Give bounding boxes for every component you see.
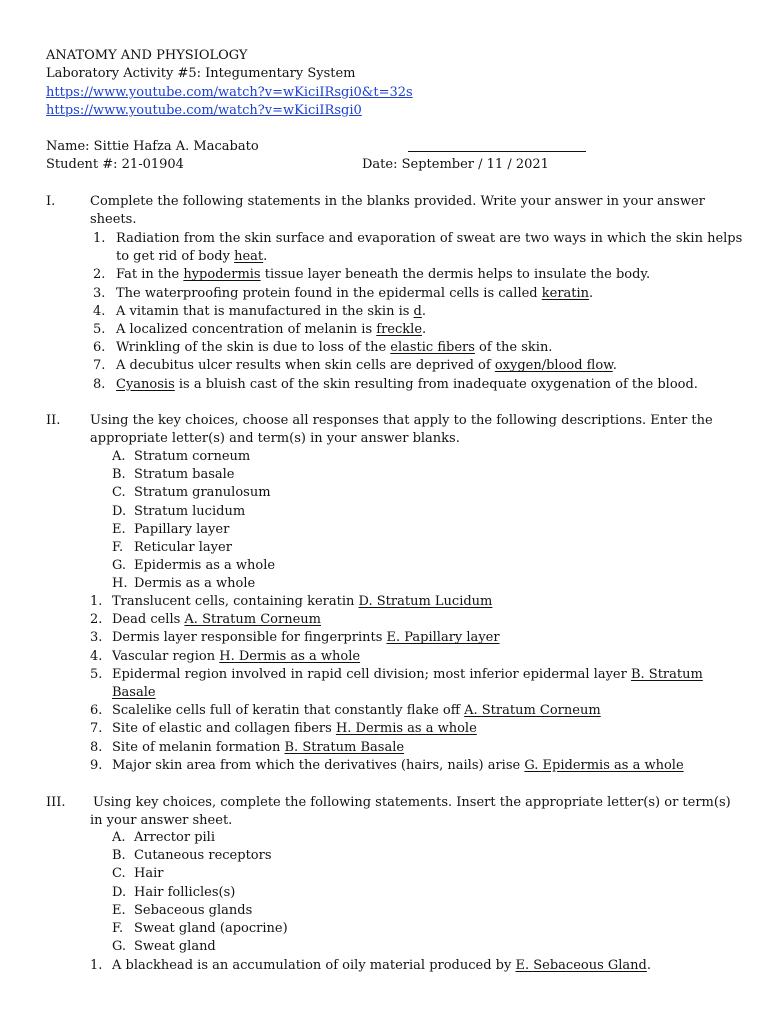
item-text: [116, 321, 426, 339]
choice-letter: A.: [112, 830, 126, 845]
item-prompt: Site of elastic and collagen fibers: [112, 721, 336, 737]
item-answer: elastic fibers: [390, 340, 475, 356]
choice-letter: D.: [112, 503, 127, 519]
item-answer: Cyanosis: [116, 376, 175, 392]
section-3-instruction: Using key choices, complete the following statements. Insert the appropriate letter(s) or term(s): [93, 795, 731, 810]
item-text: [112, 739, 404, 757]
item-answer: oxygen/blood flow: [494, 358, 613, 374]
choice-letter: A.: [112, 449, 126, 464]
section-1-instruction-cont: sheets.: [90, 212, 137, 227]
item-number: 2.: [90, 612, 103, 628]
choice-text: Sweat gland (apocrine): [134, 921, 288, 936]
item-suffix: .: [422, 322, 427, 337]
item-number: 4.: [93, 303, 106, 319]
item-prompt: to get rid of body: [116, 249, 235, 265]
choice-text: Hair: [134, 866, 164, 882]
item-text: [112, 957, 651, 975]
item-prompt: A vitamin that is manufactured in the skin is: [116, 303, 414, 319]
choice-text: Reticular layer: [134, 540, 232, 555]
choice-letter: F.: [112, 540, 124, 555]
item-prompt: Major skin area from which the derivatives (hairs, nails) arise: [112, 757, 525, 773]
item-answer: H. Dermis as a whole: [335, 721, 477, 737]
date: Date: September / 11 / 2021: [362, 157, 549, 172]
student-number: Student #: 21-01904: [46, 157, 184, 172]
choice-letter: F.: [112, 921, 124, 936]
item-suffix: tissue layer beneath the dermis helps to insulate the body.: [260, 267, 651, 283]
item-answer: E. Papillary layer: [386, 630, 500, 646]
choice-letter: H.: [112, 576, 128, 592]
item-number: 7.: [93, 358, 106, 374]
choice-text: Stratum corneum: [134, 449, 251, 464]
video-link-1[interactable]: https://www.youtube.com/watch?v=wKiciIRsgi0&t=32s: [46, 85, 413, 100]
item-text: [116, 376, 698, 394]
activity-title: Laboratory Activity #5: Integumentary System: [46, 66, 356, 81]
item-number: 7.: [90, 721, 103, 737]
item-answer: B. Stratum: [630, 666, 703, 682]
section-1-instruction: Complete the following statements in the blanks provided. Write your answer in your answer: [90, 194, 705, 209]
item-text: [116, 248, 267, 266]
choice-text: Arrector pili: [134, 830, 215, 845]
choice-text: Stratum granulosum: [134, 485, 271, 501]
item-suffix: .: [421, 303, 427, 319]
choice-text: Hair follicles(s): [134, 884, 236, 900]
choice-letter: G.: [112, 939, 127, 955]
item-text: [112, 757, 684, 775]
item-number: 3.: [90, 630, 103, 646]
item-number: 5.: [93, 322, 106, 337]
item-answer: freckle: [376, 322, 423, 337]
item-number: 9.: [90, 757, 103, 773]
choice-text: Epidermis as a whole: [134, 558, 276, 574]
choice-text: Sebaceous glands: [134, 902, 253, 918]
item-prompt: A localized concentration of melanin is: [116, 322, 377, 337]
item-text: [116, 285, 593, 303]
item-prompt: Site of melanin formation: [112, 739, 285, 755]
item-suffix: .: [646, 958, 652, 973]
item-prompt: The waterproofing protein found in the epidermal cells is called: [116, 285, 542, 301]
item-text: [112, 648, 360, 666]
item-answer: G. Epidermis as a whole: [524, 757, 684, 773]
item-prompt: Scalelike cells full of keratin that constantly flake off: [112, 703, 465, 719]
signature-line: [408, 151, 586, 152]
item-text: [112, 666, 703, 684]
item-prompt: Radiation from the skin surface and evaporation of sweat are two ways in which the skin helps: [116, 231, 743, 246]
item-number: 1.: [90, 594, 103, 609]
section-3-instruction-cont: in your answer sheet.: [90, 813, 233, 828]
choice-text: Stratum basale: [134, 467, 235, 483]
item-number: 5.: [90, 666, 103, 682]
item-suffix: .: [612, 358, 617, 374]
item-answer: Basale: [112, 685, 156, 700]
choice-letter: B.: [112, 467, 126, 483]
item-suffix: of the skin.: [474, 340, 553, 356]
item-prompt: Epidermal region involved in rapid cell division; most inferior epidermal layer: [112, 666, 631, 682]
item-text: [116, 357, 617, 375]
item-prompt: Translucent cells, containing keratin: [112, 594, 359, 609]
item-answer: d: [413, 303, 422, 319]
choice-text: Stratum lucidum: [134, 503, 246, 519]
item-answer: A. Stratum Corneum: [464, 703, 601, 719]
item-answer: D. Stratum Lucidum: [358, 594, 493, 609]
item-answer: H. Dermis as a whole: [219, 648, 361, 664]
item-number: 4.: [90, 648, 103, 664]
student-name: Name: Sittie Hafza A. Macabato: [46, 139, 259, 154]
item-text: [116, 230, 742, 248]
item-suffix: .: [263, 249, 268, 265]
choice-text: Dermis as a whole: [134, 576, 256, 592]
item-number: 8.: [93, 376, 106, 392]
item-number: 1.: [93, 231, 106, 246]
item-number: 1.: [90, 958, 103, 973]
item-prompt: Wrinkling of the skin is due to loss of the: [116, 340, 391, 356]
item-prompt: A decubitus ulcer results when skin cells are deprived of: [116, 358, 495, 374]
item-prompt: Dermis layer responsible for fingerprints: [112, 630, 387, 646]
choice-letter: C.: [112, 866, 126, 882]
choice-letter: C.: [112, 485, 126, 501]
choice-letter: B.: [112, 848, 126, 864]
item-answer: hypodermis: [183, 267, 261, 283]
item-number: 6.: [93, 340, 106, 356]
item-prompt: Fat in the: [116, 267, 184, 283]
section-2-number: II.: [46, 413, 61, 428]
section-2-instruction-cont: appropriate letter(s) and term(s) in your answer blanks.: [90, 431, 460, 446]
choice-letter: E.: [112, 902, 126, 918]
item-answer: B. Stratum Basale: [284, 739, 405, 755]
choice-letter: G.: [112, 558, 127, 574]
item-text: [116, 339, 552, 357]
section-2-instruction: Using the key choices, choose all responses that apply to the following descriptions. Enter the: [90, 413, 713, 428]
item-prompt: Vascular region: [112, 648, 220, 664]
item-answer: A. Stratum Corneum: [184, 612, 321, 628]
item-text: [112, 611, 321, 629]
item-number: 8.: [90, 739, 103, 755]
item-number: 6.: [90, 703, 103, 719]
item-answer: keratin: [541, 285, 590, 301]
choice-letter: D.: [112, 884, 127, 900]
section-1-number: I.: [46, 194, 56, 209]
item-suffix: is a bluish cast of the skin resulting from inadequate oxygenation of the blood.: [174, 376, 698, 392]
item-suffix: .: [589, 285, 594, 301]
item-text: [112, 702, 601, 720]
video-link-2[interactable]: https://www.youtube.com/watch?v=wKiciIRsgi0: [46, 103, 362, 118]
item-prompt: A blackhead is an accumulation of oily material produced by: [112, 958, 516, 973]
item-text: [112, 593, 492, 611]
item-text: [116, 266, 650, 284]
item-text: [112, 684, 156, 702]
item-answer: heat: [234, 249, 264, 265]
choice-text: Sweat gland: [134, 939, 216, 955]
item-prompt: Dead cells: [112, 612, 185, 628]
course-title: ANATOMY AND PHYSIOLOGY: [46, 48, 248, 63]
choice-letter: E.: [112, 521, 126, 537]
choice-text: Cutaneous receptors: [134, 848, 272, 864]
item-text: [116, 303, 426, 321]
item-text: [112, 720, 477, 738]
item-text: [112, 629, 500, 647]
choice-text: Papillary layer: [134, 521, 230, 537]
item-number: 3.: [93, 285, 106, 301]
item-number: 2.: [93, 267, 106, 283]
item-answer: E. Sebaceous Gland: [515, 958, 647, 973]
section-3-number: III.: [46, 795, 66, 810]
